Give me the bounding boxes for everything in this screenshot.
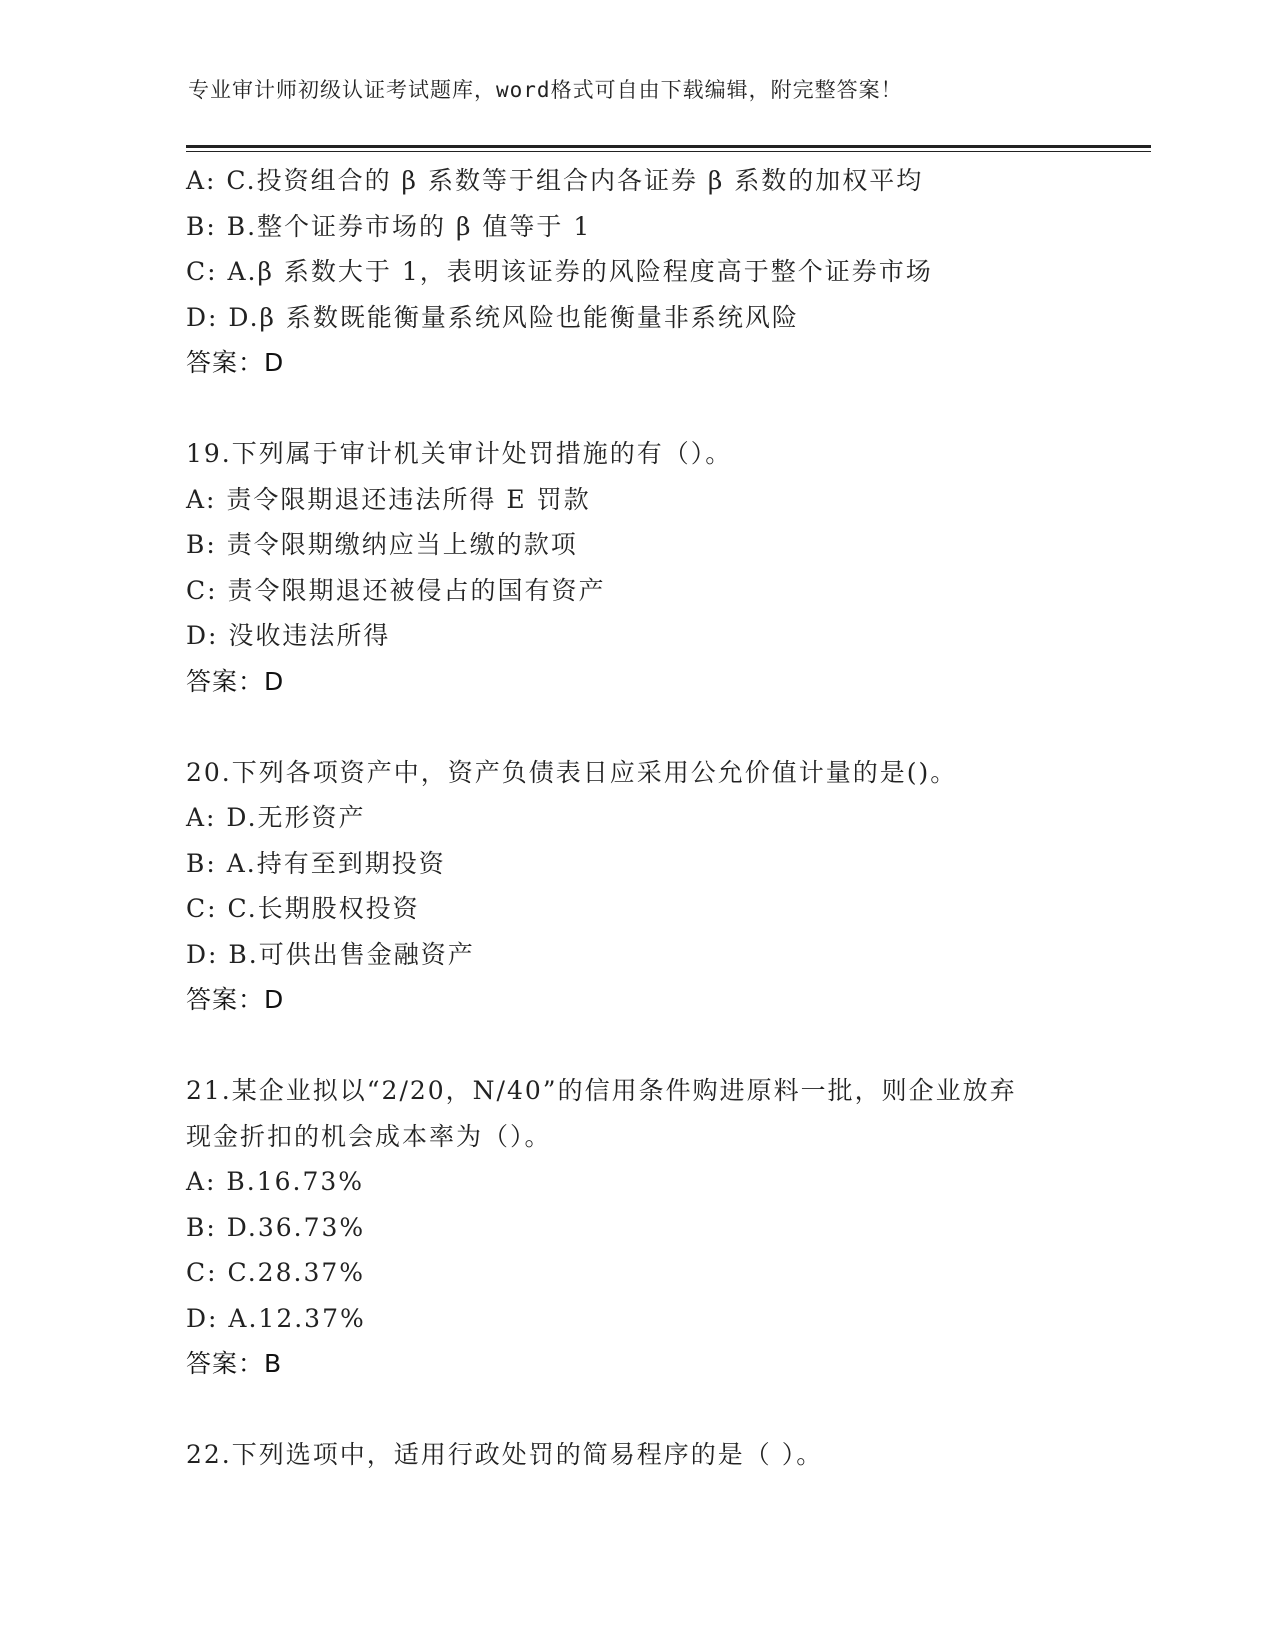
answer: 答案：D	[186, 348, 285, 377]
option-a: A: B.16.73%	[186, 1167, 365, 1196]
question-stem: 22.下列选项中，适用行政处罚的简易程序的是（ ）。	[186, 1440, 824, 1469]
option-a: A: D.无形资产	[186, 803, 366, 832]
option-b: B: 责令限期缴纳应当上缴的款项	[186, 530, 578, 559]
question-22	[186, 1432, 1146, 1478]
option-c: C: C.长期股权投资	[186, 894, 420, 923]
answer: 答案：D	[186, 666, 285, 696]
option-b: B: B.整个证券市场的 β 值等于 1	[186, 211, 592, 241]
option-a: A: 责令限期退还违法所得 E 罚款	[186, 484, 591, 514]
question-list	[186, 158, 1146, 1478]
option-d: D: 没收违法所得	[186, 621, 391, 650]
question-stem: 19.下列属于审计机关审计处罚措施的有（）。	[186, 439, 733, 468]
question-21	[186, 1068, 1146, 1387]
question-stem-line-2: 现金折扣的机会成本率为（）。	[186, 1121, 552, 1151]
spacer	[186, 704, 1146, 750]
question-20	[186, 750, 1146, 1023]
header-divider-thin	[186, 151, 1151, 152]
question-stem: 20.下列各项资产中，资产负债表日应采用公允价值计量的是()。	[186, 757, 958, 787]
spacer	[186, 1023, 1146, 1069]
option-c: C: C.28.37%	[186, 1258, 366, 1287]
option-d: D: D.β 系数既能衡量系统风险也能衡量非系统风险	[186, 302, 799, 332]
question-stem-line-1: 21.某企业拟以“2/20，N/40”的信用条件购进原料一批，则企业放弃	[186, 1076, 1017, 1105]
option-c: C: A.β 系数大于 1，表明该证券的风险程度高于整个证券市场	[186, 257, 933, 286]
header-divider-thick	[186, 145, 1151, 148]
answer: 答案：D	[186, 985, 285, 1014]
option-a: A: C.投资组合的 β 系数等于组合内各证券 β 系数的加权平均	[186, 166, 924, 195]
option-d: D: A.12.37%	[186, 1303, 366, 1333]
question-19	[186, 431, 1146, 704]
option-b: B: A.持有至到期投资	[186, 848, 446, 878]
option-d: D: B.可供出售金融资产	[186, 939, 475, 969]
option-c: C: 责令限期退还被侵占的国有资产	[186, 575, 606, 605]
option-b: B: D.36.73%	[186, 1212, 366, 1242]
page-header: 专业审计师初级认证考试题库，word格式可自由下载编辑，附完整答案！	[188, 78, 903, 102]
question-18-continued	[186, 158, 1146, 386]
spacer	[186, 386, 1146, 432]
spacer	[186, 1387, 1146, 1433]
answer: 答案：B	[186, 1349, 283, 1378]
